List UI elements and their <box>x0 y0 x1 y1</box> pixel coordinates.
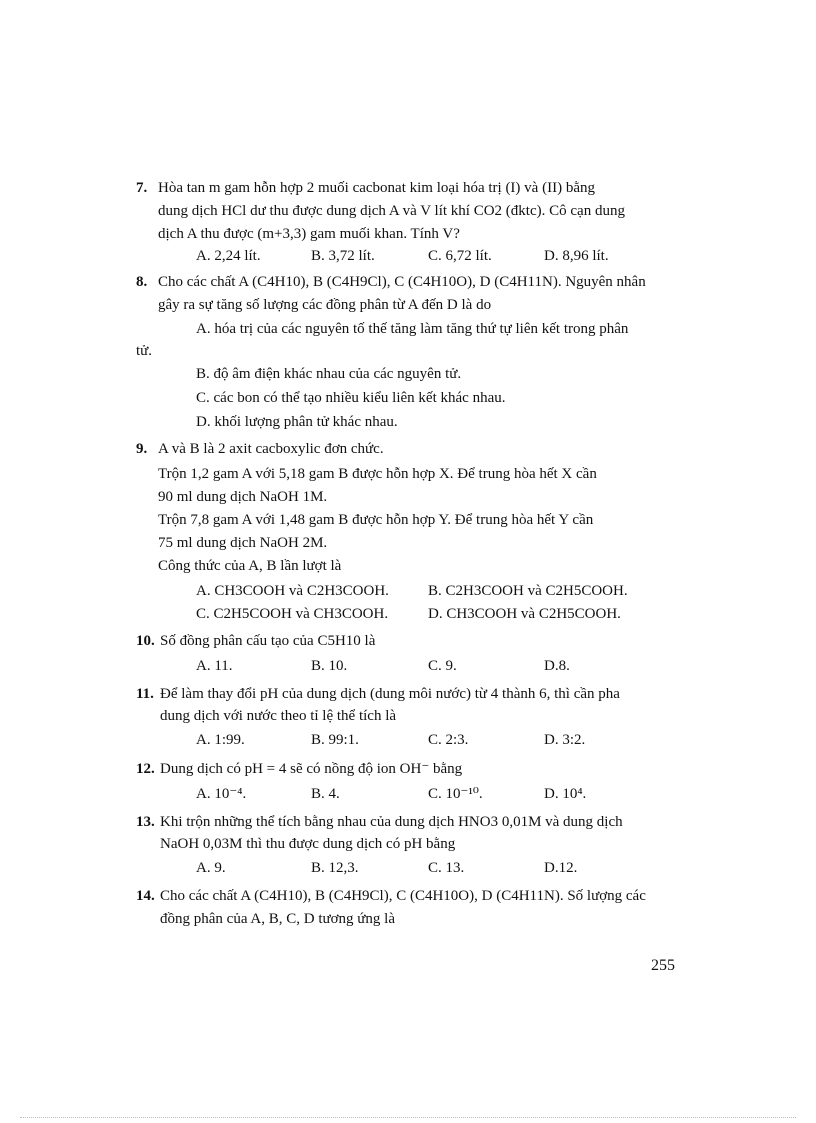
q11-line-2: dung dịch với nước theo tỉ lệ thể tích là <box>160 708 397 724</box>
q9-line-1: A và B là 2 axit cacboxylic đơn chức. <box>158 441 384 457</box>
q9-option-d: D. CH3COOH và C2H5COOH. <box>428 606 621 622</box>
q9-line-5: 75 ml dung dịch NaOH 2M. <box>158 535 328 551</box>
q8-option-c: C. các bon có thể tạo nhiều kiểu liên kết khác nhau. <box>196 390 506 406</box>
q10-number: 10. <box>136 633 155 649</box>
q9-line-3: 90 ml dung dịch NaOH 1M. <box>158 489 328 505</box>
q7-option-a: A. 2,24 lít. <box>196 248 261 264</box>
q7-line-2: dung dịch HCl dư thu được dung dịch A và V lít khí CO2 (đktc). Cô cạn dung <box>158 203 625 219</box>
q10-option-d: D.8. <box>544 658 570 674</box>
q7-line-3: dịch A thu được (m+3,3) gam muối khan. Tính V? <box>158 226 460 242</box>
q13-option-c: C. 13. <box>428 860 465 876</box>
q9-option-c: C. C2H5COOH và CH3COOH. <box>196 606 389 622</box>
q11-option-d: D. 3:2. <box>544 732 586 748</box>
q12-number: 12. <box>136 761 155 777</box>
q9-number: 9. <box>136 441 148 457</box>
q12-option-a: A. 10⁻⁴. <box>196 786 247 802</box>
q11-option-b: B. 99:1. <box>311 732 359 748</box>
q13-option-d: D.12. <box>544 860 578 876</box>
q13-line-2: NaOH 0,03M thì thu được dung dịch có pH bằng <box>160 836 456 852</box>
q11-number: 11. <box>136 686 154 702</box>
q8-option-d: D. khối lượng phân tử khác nhau. <box>196 414 398 430</box>
q9-option-b: B. C2H3COOH và C2H5COOH. <box>428 583 628 599</box>
q12-option-b: B. 4. <box>311 786 340 802</box>
q7-line-1: Hòa tan m gam hỗn hợp 2 muối cacbonat kim loại hóa trị (I) và (II) bằng <box>158 180 595 196</box>
q7-option-c: C. 6,72 lít. <box>428 248 492 264</box>
q9-line-2: Trộn 1,2 gam A với 5,18 gam B được hỗn hợp X. Để trung hòa hết X cần <box>158 466 597 482</box>
q8-line-1: Cho các chất A (C4H10), B (C4H9Cl), C (C4H10O), D (C4H11N). Nguyên nhân <box>158 274 646 290</box>
q7-option-b: B. 3,72 lít. <box>311 248 375 264</box>
q7-number: 7. <box>136 180 148 196</box>
q13-number: 13. <box>136 814 155 830</box>
q8-number: 8. <box>136 274 148 290</box>
page-number: 255 <box>651 957 675 974</box>
q10-options <box>196 655 696 677</box>
q14-number: 14. <box>136 888 155 904</box>
q8-option-a-cont: tử. <box>136 343 153 359</box>
q7-options <box>196 245 696 267</box>
q11-options <box>196 729 696 751</box>
q11-line-1: Để làm thay đổi pH của dung dịch (dung môi nước) từ 4 thành 6, thì cần pha <box>160 686 620 702</box>
bottom-dotted-border <box>20 1117 796 1119</box>
q12-line-1: Dung dịch có pH = 4 sẽ có nồng độ ion OH⁻ bằng <box>160 761 463 777</box>
q13-option-a: A. 9. <box>196 860 226 876</box>
q9-line-6: Công thức của A, B lần lượt là <box>158 558 342 574</box>
q7-option-d: D. 8,96 lít. <box>544 248 609 264</box>
q9-line-4: Trộn 7,8 gam A với 1,48 gam B được hỗn hợp Y. Để trung hòa hết Y cần <box>158 512 594 528</box>
q12-options <box>196 783 696 805</box>
q14-line-2: đồng phân của A, B, C, D tương ứng là <box>160 911 396 927</box>
q11-option-c: C. 2:3. <box>428 732 469 748</box>
q10-option-c: C. 9. <box>428 658 457 674</box>
q10-option-a: A. 11. <box>196 658 233 674</box>
q12-option-c: C. 10⁻¹⁰. <box>428 786 483 802</box>
q14-line-1: Cho các chất A (C4H10), B (C4H9Cl), C (C4H10O), D (C4H11N). Số lượng các <box>160 888 646 904</box>
q8-line-2: gây ra sự tăng số lượng các đồng phân từ A đến D là do <box>158 297 492 313</box>
q10-option-b: B. 10. <box>311 658 348 674</box>
q13-line-1: Khi trộn những thể tích bằng nhau của dung dịch HNO3 0,01M và dung dịch <box>160 814 623 830</box>
q12-option-d: D. 10⁴. <box>544 786 587 802</box>
q11-option-a: A. 1:99. <box>196 732 245 748</box>
q8-option-a: A. hóa trị của các nguyên tố thế tăng làm tăng thứ tự liên kết trong phân <box>196 321 629 337</box>
q10-line-1: Số đồng phân cấu tạo của C5H10 là <box>160 633 376 649</box>
q13-option-b: B. 12,3. <box>311 860 359 876</box>
q13-options <box>196 857 696 879</box>
q9-option-a: A. CH3COOH và C2H3COOH. <box>196 583 389 599</box>
q8-option-b: B. độ âm điện khác nhau của các nguyên tử. <box>196 366 462 382</box>
